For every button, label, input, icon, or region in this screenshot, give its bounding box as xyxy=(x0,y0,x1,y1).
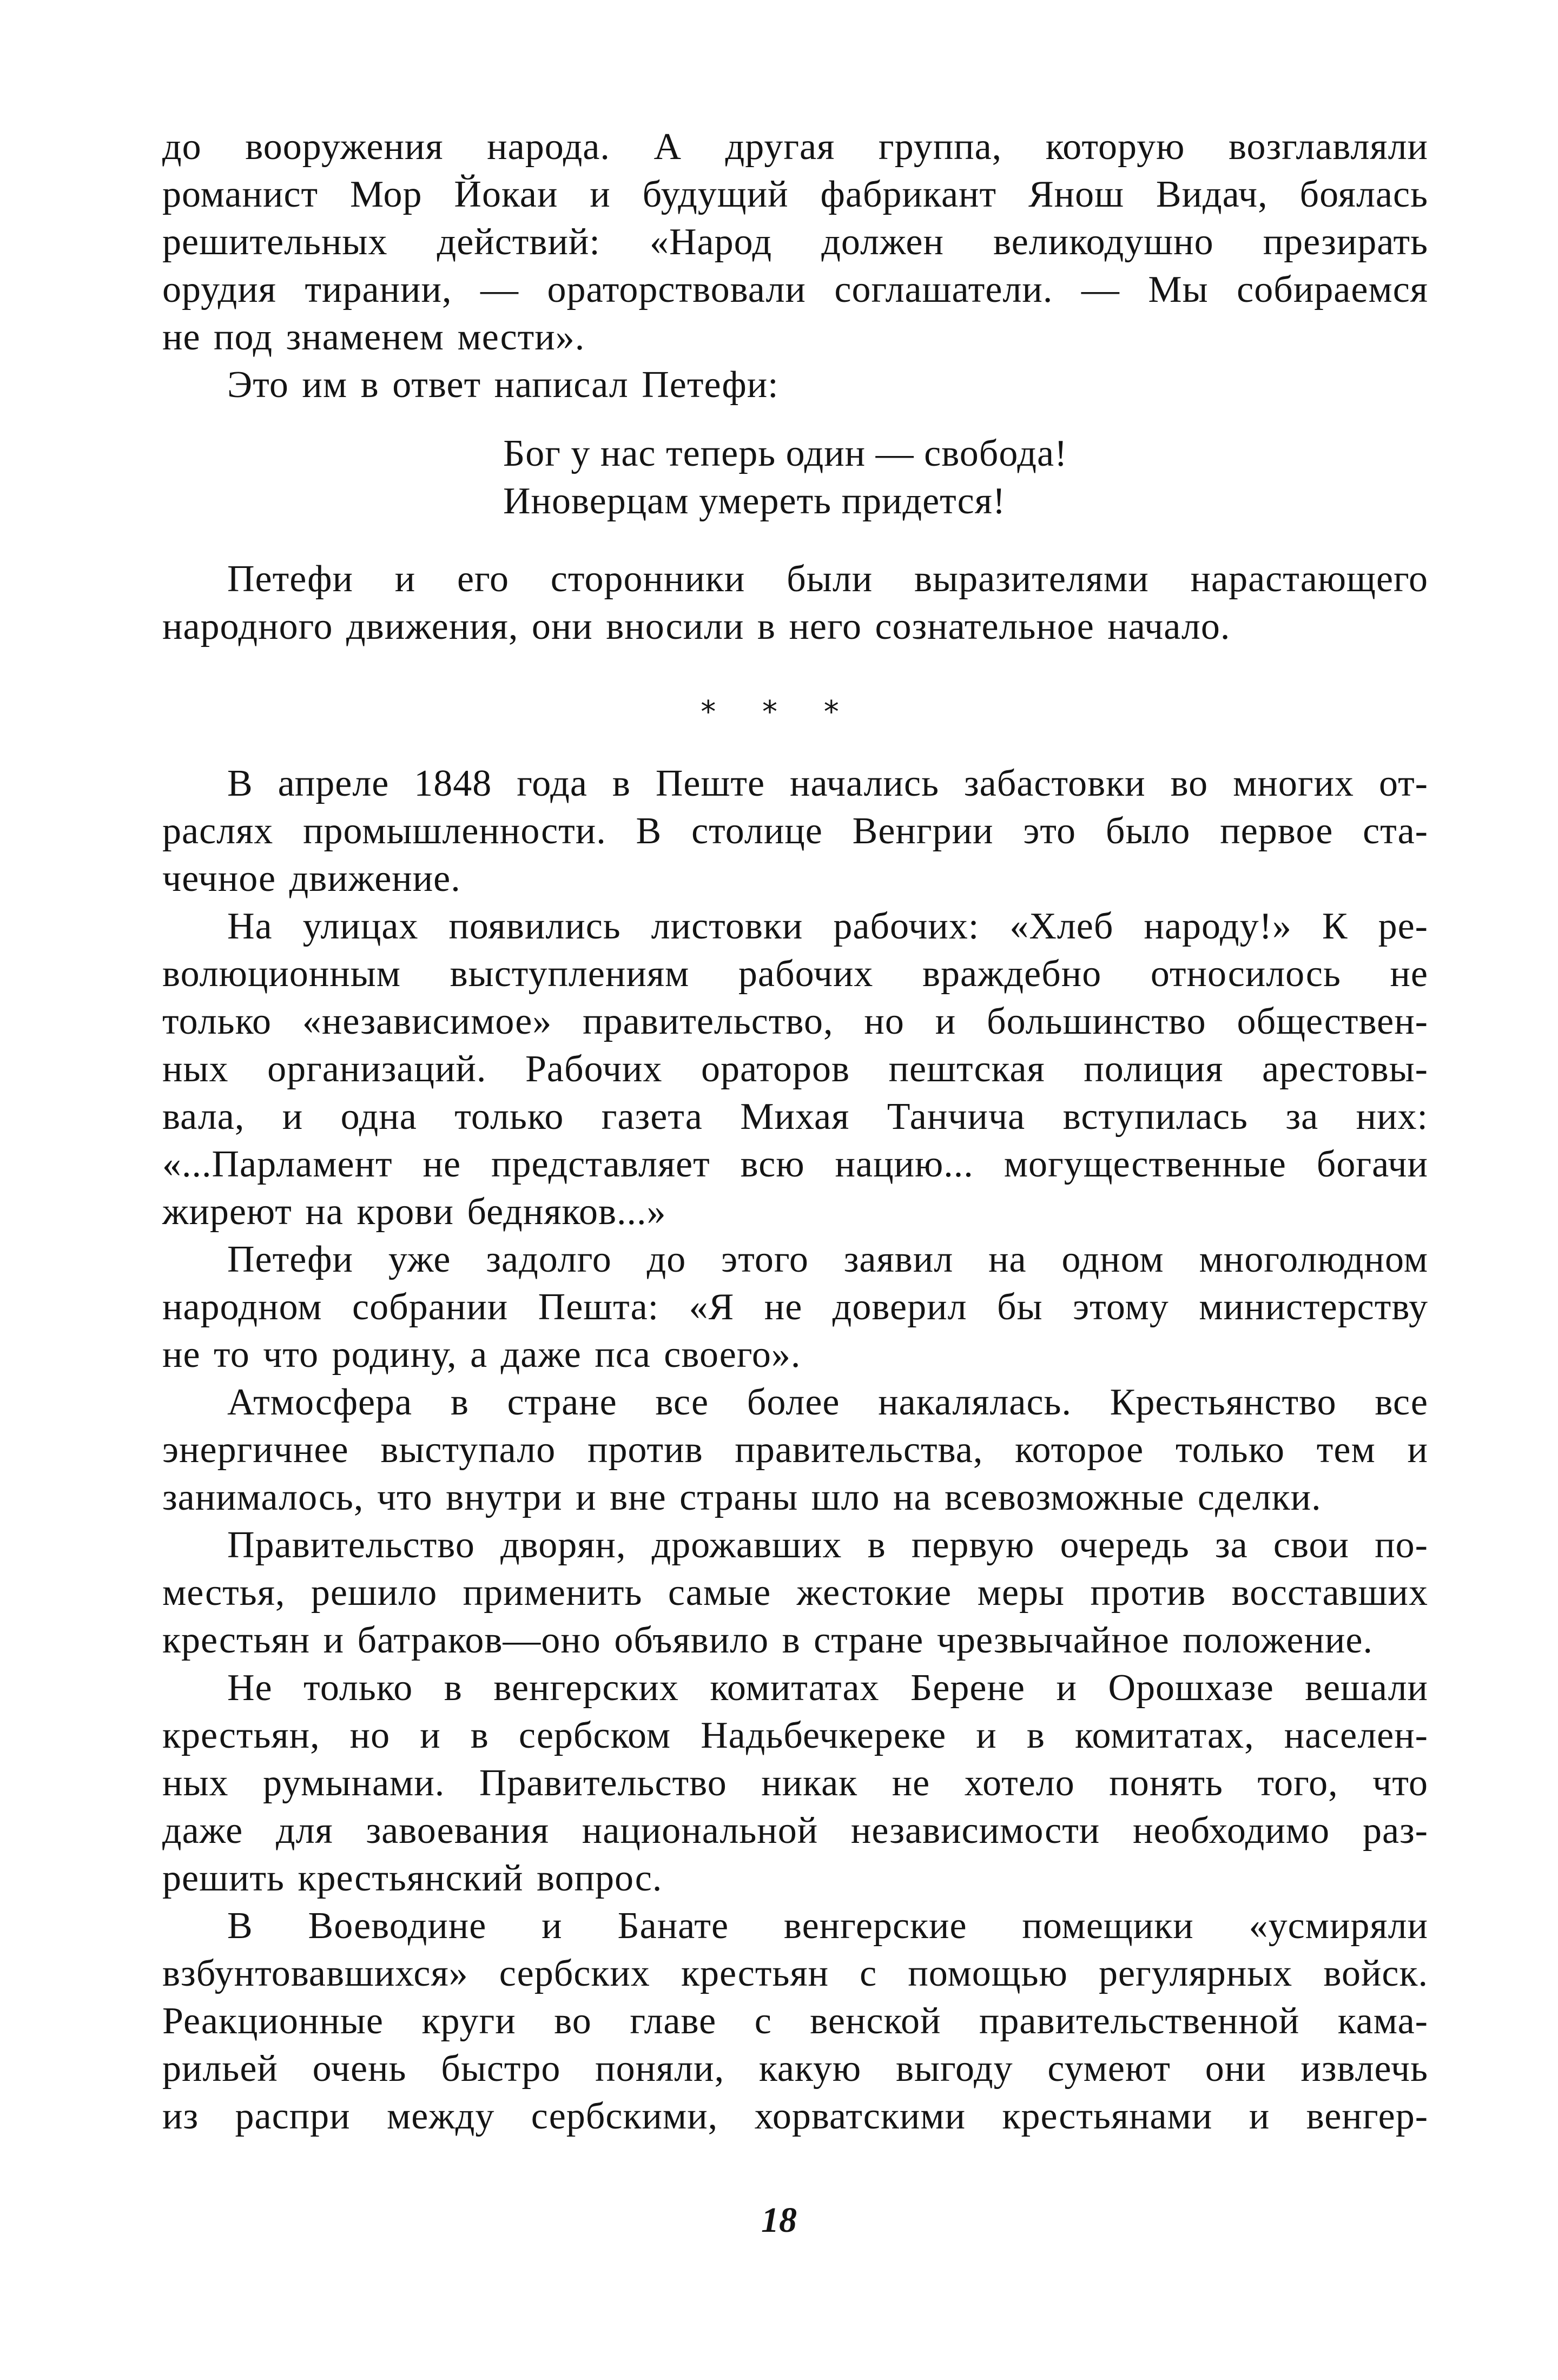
poem-quote xyxy=(503,430,1067,525)
text-line: рильей очень быстро поняли, какую выгоду сумеют они извлечь xyxy=(162,2048,1428,2090)
text-line: Петефи и его сторонники были выразителями нарастающего xyxy=(227,558,1428,600)
text-line: чечное движение. xyxy=(162,858,461,900)
section-separator: * * * xyxy=(701,695,857,730)
text-line: романист Мор Йокаи и будущий фабрикант Янош Видач, боялась xyxy=(162,174,1428,215)
text-line: Не только в венгерских комитатах Берене и Орошхазе вешали xyxy=(227,1667,1428,1709)
text-line: не то что родину, а даже пса своего». xyxy=(162,1334,801,1376)
text-line: даже для завоевания национальной независимости необходимо раз- xyxy=(162,1810,1428,1852)
text-line: орудия тирании, — ораторствовали соглашатели. — Мы собираемся xyxy=(162,269,1428,310)
text-line: решительных действий: «Народ должен великодушно презирать xyxy=(162,221,1428,263)
text-line: ных организаций. Рабочих ораторов пештская полиция арестовы- xyxy=(162,1048,1428,1090)
text-line: вала, и одна только газета Михая Танчича вступилась за них: xyxy=(162,1096,1428,1138)
text-line: энергичнее выступало против правительства, которое только тем и xyxy=(162,1429,1428,1471)
text-line: крестьян, но и в сербском Надьбечкереке и в комитатах, населен- xyxy=(162,1715,1428,1756)
paragraph-block-top xyxy=(162,123,1428,409)
text-line: «...Парламент не представляет всю нацию... могущественные богачи xyxy=(162,1143,1428,1185)
text-line: народном собрании Пешта: «Я не доверил бы этому министерству xyxy=(162,1286,1428,1328)
text-line: Это им в ответ написал Петефи: xyxy=(227,364,779,406)
text-line: В Воеводине и Банате венгерские помещики «усмиряли xyxy=(227,1905,1428,1947)
text-line: волюционным выступлениям рабочих враждебно относилось не xyxy=(162,953,1428,995)
poem-line: Бог у нас теперь один — свобода! xyxy=(503,433,1068,474)
text-line: из распри между сербскими, хорватскими крестьянами и венгер- xyxy=(162,2095,1428,2137)
paragraph-block-bottom xyxy=(162,760,1428,2140)
text-line: ных румынами. Правительство никак не хотело понять того, что xyxy=(162,1762,1428,1804)
text-line: взбунтовавшихся» сербских крестьян с помощью регулярных войск. xyxy=(162,1953,1428,1994)
text-line: На улицах появились листовки рабочих: «Хлеб народу!» К ре- xyxy=(227,905,1428,947)
text-line: до вооружения народа. А другая группа, которую возглавляли xyxy=(162,126,1428,168)
text-line: решить крестьянский вопрос. xyxy=(162,1857,663,1899)
text-line: только «независимое» правительство, но и большинство обществен- xyxy=(162,1001,1428,1042)
text-line: народного движения, они вносили в него сознательное начало. xyxy=(162,606,1231,647)
text-line: жиреют на крови бедняков...» xyxy=(162,1191,666,1233)
page-number: 18 xyxy=(761,2200,797,2240)
text-line: Атмосфера в стране все более накалялась. Крестьянство все xyxy=(227,1381,1428,1423)
text-line: не под знаменем мести». xyxy=(162,316,585,358)
text-line: раслях промышленности. В столице Венгрии это было первое ста- xyxy=(162,810,1428,852)
text-line: В апреле 1848 года в Пеште начались забастовки во многих от- xyxy=(227,763,1428,804)
text-line: Петефи уже задолго до этого заявил на одном многолюдном xyxy=(227,1239,1428,1280)
text-line: Правительство дворян, дрожавших в первую очередь за свои по- xyxy=(227,1524,1428,1566)
text-line: местья, решило применить самые жестокие меры против восставших xyxy=(162,1572,1428,1614)
text-line: занималось, что внутри и вне страны шло на всевозможные сделки. xyxy=(162,1477,1322,1518)
text-line: крестьян и батраков—оно объявило в стране чрезвычайное положение. xyxy=(162,1619,1373,1661)
poem-line: Иноверцам умереть придется! xyxy=(503,480,1006,522)
paragraph-after-poem xyxy=(162,556,1428,651)
text-line: Реакционные круги во главе с венской правительственной кама- xyxy=(162,2000,1428,2042)
